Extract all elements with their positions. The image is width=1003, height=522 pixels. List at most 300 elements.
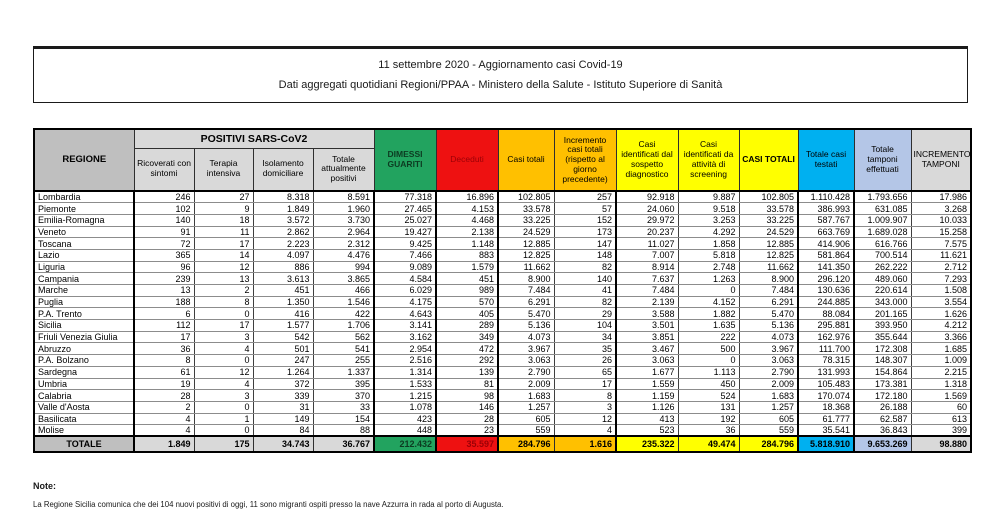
value-cell: 4.584: [374, 273, 436, 285]
value-cell: 1.689.028: [854, 226, 911, 238]
report-header-box: [33, 46, 968, 103]
col-header-casi-totali-caps: CASI TOTALI: [739, 129, 798, 191]
value-cell: 1.318: [911, 378, 971, 390]
value-cell: 255: [313, 355, 374, 367]
value-cell: 2.009: [498, 378, 554, 390]
value-cell: 3.141: [374, 320, 436, 332]
value-cell: 1.793.656: [854, 191, 911, 203]
col-header-totale-tamponi: Totale tamponi effettuati: [854, 129, 911, 191]
region-cell: Piemonte: [34, 203, 134, 215]
value-cell: 17: [194, 320, 253, 332]
table-row: [34, 366, 971, 378]
total-value-cell: 9.653.269: [854, 436, 911, 452]
value-cell: 1.508: [911, 285, 971, 297]
value-cell: 130.636: [798, 285, 854, 297]
value-cell: 2: [194, 285, 253, 297]
region-cell: Umbria: [34, 378, 134, 390]
value-cell: 28: [436, 413, 498, 425]
col-group-positivi-sars-cov2: POSITIVI SARS-CoV2: [134, 129, 374, 148]
value-cell: 1.569: [911, 390, 971, 402]
value-cell: 4.468: [436, 214, 498, 226]
value-cell: 370: [313, 390, 374, 402]
table-row: [34, 296, 971, 308]
total-value-cell: 36.767: [313, 436, 374, 452]
value-cell: 57: [554, 203, 616, 215]
value-cell: 1.685: [911, 343, 971, 355]
table-row: [34, 413, 971, 425]
col-header-casi-totali: Casi totali: [498, 129, 554, 191]
value-cell: 989: [436, 285, 498, 297]
value-cell: 4.292: [678, 226, 739, 238]
value-cell: 162.976: [798, 331, 854, 343]
value-cell: 3: [194, 390, 253, 402]
value-cell: 3: [554, 401, 616, 413]
value-cell: 12: [194, 366, 253, 378]
value-cell: 3.162: [374, 331, 436, 343]
value-cell: 35: [554, 343, 616, 355]
value-cell: 36: [134, 343, 194, 355]
value-cell: 1.110.428: [798, 191, 854, 203]
value-cell: 3.613: [253, 273, 313, 285]
region-cell: Friuli Venezia Giulia: [34, 331, 134, 343]
value-cell: 4.153: [436, 203, 498, 215]
value-cell: 154.864: [854, 366, 911, 378]
value-cell: 4: [194, 343, 253, 355]
value-cell: 4.073: [739, 331, 798, 343]
value-cell: 0: [194, 355, 253, 367]
value-cell: 6.029: [374, 285, 436, 297]
value-cell: 9: [194, 203, 253, 215]
value-cell: 451: [253, 285, 313, 297]
value-cell: 2.223: [253, 238, 313, 250]
value-cell: 131: [678, 401, 739, 413]
value-cell: 19: [134, 378, 194, 390]
value-cell: 104: [554, 320, 616, 332]
value-cell: 2.215: [911, 366, 971, 378]
value-cell: 1.960: [313, 203, 374, 215]
total-value-cell: 1.616: [554, 436, 616, 452]
table-header: [34, 129, 971, 191]
value-cell: 131.993: [798, 366, 854, 378]
value-cell: 27.465: [374, 203, 436, 215]
value-cell: 8.591: [313, 191, 374, 203]
value-cell: 2.139: [616, 296, 678, 308]
table-row: [34, 425, 971, 437]
value-cell: 4.476: [313, 249, 374, 261]
value-cell: 523: [616, 425, 678, 437]
value-cell: 98: [436, 390, 498, 402]
col-header-ricoverati-con-sintomi: Ricoverati con sintomi: [134, 148, 194, 191]
value-cell: 399: [911, 425, 971, 437]
value-cell: 1.882: [678, 308, 739, 320]
value-cell: 349: [436, 331, 498, 343]
col-header-isolamento-domiciliare: Isolamento domiciliare: [253, 148, 313, 191]
value-cell: 1.215: [374, 390, 436, 402]
value-cell: 559: [498, 425, 554, 437]
value-cell: 173.381: [854, 378, 911, 390]
value-cell: 3: [194, 331, 253, 343]
note-body: La Regione Sicilia comunica che dei 104 nuovi positivi di oggi, 11 sono migranti ospiti presso la nave Azzurra in rada al porto di Augusta.: [33, 500, 504, 509]
value-cell: 2.009: [739, 378, 798, 390]
total-value-cell: 212.432: [374, 436, 436, 452]
region-cell: Lombardia: [34, 191, 134, 203]
value-cell: 448: [374, 425, 436, 437]
value-cell: 395: [313, 378, 374, 390]
region-cell: Lazio: [34, 249, 134, 261]
value-cell: 17: [194, 238, 253, 250]
value-cell: 1.350: [253, 296, 313, 308]
value-cell: 24.060: [616, 203, 678, 215]
value-cell: 173: [554, 226, 616, 238]
value-cell: 5.470: [739, 308, 798, 320]
value-cell: 17: [554, 378, 616, 390]
value-cell: 4.175: [374, 296, 436, 308]
value-cell: 102.805: [498, 191, 554, 203]
value-cell: 12.885: [739, 238, 798, 250]
value-cell: 4.073: [498, 331, 554, 343]
value-cell: 605: [739, 413, 798, 425]
value-cell: 1.148: [436, 238, 498, 250]
value-cell: 4.152: [678, 296, 739, 308]
value-cell: 0: [194, 401, 253, 413]
value-cell: 372: [253, 378, 313, 390]
value-cell: 616.766: [854, 238, 911, 250]
value-cell: 172.180: [854, 390, 911, 402]
value-cell: 8.900: [739, 273, 798, 285]
value-cell: 188: [134, 296, 194, 308]
value-cell: 4: [194, 378, 253, 390]
report-title: 11 settembre 2020 - Aggiornamento casi Covid-19: [378, 58, 623, 71]
value-cell: 2.862: [253, 226, 313, 238]
value-cell: 148: [554, 249, 616, 261]
value-cell: 289: [436, 320, 498, 332]
value-cell: 422: [313, 308, 374, 320]
value-cell: 1.849: [253, 203, 313, 215]
value-cell: 663.769: [798, 226, 854, 238]
col-header-incremento-tamponi: INCREMENTO TAMPONI: [911, 129, 971, 191]
value-cell: 17: [134, 331, 194, 343]
value-cell: 605: [498, 413, 554, 425]
value-cell: 7.007: [616, 249, 678, 261]
value-cell: 11.662: [498, 261, 554, 273]
region-cell: P.A. Trento: [34, 308, 134, 320]
value-cell: 472: [436, 343, 498, 355]
value-cell: 2: [134, 401, 194, 413]
region-cell: Basilicata: [34, 413, 134, 425]
note-heading: Note:: [33, 481, 56, 491]
value-cell: 2.790: [498, 366, 554, 378]
value-cell: 7.466: [374, 249, 436, 261]
value-cell: 631.085: [854, 203, 911, 215]
value-cell: 4.097: [253, 249, 313, 261]
value-cell: 11.621: [911, 249, 971, 261]
value-cell: 18: [194, 214, 253, 226]
value-cell: 78.315: [798, 355, 854, 367]
col-header-incremento-casi-totali: Incremento casi totali (rispetto al giorno precedente): [554, 129, 616, 191]
value-cell: 423: [374, 413, 436, 425]
value-cell: 12: [194, 261, 253, 273]
value-cell: 386.993: [798, 203, 854, 215]
value-cell: 112: [134, 320, 194, 332]
region-cell: Campania: [34, 273, 134, 285]
value-cell: 450: [678, 378, 739, 390]
value-cell: 6.291: [739, 296, 798, 308]
value-cell: 3.501: [616, 320, 678, 332]
value-cell: 1.858: [678, 238, 739, 250]
value-cell: 1.677: [616, 366, 678, 378]
value-cell: 416: [253, 308, 313, 320]
table-body: [34, 191, 971, 436]
value-cell: 92.918: [616, 191, 678, 203]
value-cell: 7.484: [616, 285, 678, 297]
value-cell: 3.967: [739, 343, 798, 355]
table-row: [34, 331, 971, 343]
value-cell: 7.484: [498, 285, 554, 297]
value-cell: 146: [436, 401, 498, 413]
value-cell: 1.113: [678, 366, 739, 378]
region-cell: Abruzzo: [34, 343, 134, 355]
value-cell: 34: [554, 331, 616, 343]
value-cell: 17.986: [911, 191, 971, 203]
table-row: [34, 390, 971, 402]
value-cell: 26.188: [854, 401, 911, 413]
report-subtitle: Dati aggregati quotidiani Regioni/PPAA - Ministero della Salute - Istituto Superiore di Sanità: [278, 78, 723, 91]
value-cell: 4: [134, 425, 194, 437]
total-value-cell: 175: [194, 436, 253, 452]
value-cell: 3.063: [739, 355, 798, 367]
value-cell: 7.575: [911, 238, 971, 250]
value-cell: 88: [313, 425, 374, 437]
total-value-cell: 49.474: [678, 436, 739, 452]
value-cell: 4: [554, 425, 616, 437]
value-cell: 154: [313, 413, 374, 425]
value-cell: 5.818: [678, 249, 739, 261]
value-cell: 8: [134, 355, 194, 367]
value-cell: 15.258: [911, 226, 971, 238]
value-cell: 13: [134, 285, 194, 297]
region-cell: Marche: [34, 285, 134, 297]
value-cell: 4.212: [911, 320, 971, 332]
value-cell: 24.529: [498, 226, 554, 238]
value-cell: 18.368: [798, 401, 854, 413]
value-cell: 10.033: [911, 214, 971, 226]
value-cell: 28: [134, 390, 194, 402]
value-cell: 1.263: [678, 273, 739, 285]
value-cell: 1.683: [498, 390, 554, 402]
value-cell: 61.777: [798, 413, 854, 425]
value-cell: 3.572: [253, 214, 313, 226]
value-cell: 12.825: [739, 249, 798, 261]
total-label-cell: TOTALE: [34, 436, 134, 452]
col-header-deceduti: Deceduti: [436, 129, 498, 191]
value-cell: 33.225: [739, 214, 798, 226]
value-cell: 3.366: [911, 331, 971, 343]
value-cell: 65: [554, 366, 616, 378]
value-cell: 405: [436, 308, 498, 320]
value-cell: 413: [616, 413, 678, 425]
value-cell: 13: [194, 273, 253, 285]
value-cell: 111.700: [798, 343, 854, 355]
value-cell: 23: [436, 425, 498, 437]
region-cell: Valle d'Aosta: [34, 401, 134, 413]
value-cell: 0: [194, 308, 253, 320]
value-cell: 11.027: [616, 238, 678, 250]
value-cell: 1.264: [253, 366, 313, 378]
value-cell: 1.257: [498, 401, 554, 413]
value-cell: 587.767: [798, 214, 854, 226]
total-value-cell: 5.818.910: [798, 436, 854, 452]
value-cell: 3.554: [911, 296, 971, 308]
value-cell: 994: [313, 261, 374, 273]
value-cell: 192: [678, 413, 739, 425]
value-cell: 466: [313, 285, 374, 297]
value-cell: 102: [134, 203, 194, 215]
value-cell: 1.009: [911, 355, 971, 367]
value-cell: 201.165: [854, 308, 911, 320]
value-cell: 4: [134, 413, 194, 425]
value-cell: 489.060: [854, 273, 911, 285]
value-cell: 88.084: [798, 308, 854, 320]
total-value-cell: 35.597: [436, 436, 498, 452]
value-cell: 0: [678, 355, 739, 367]
value-cell: 61: [134, 366, 194, 378]
value-cell: 581.864: [798, 249, 854, 261]
value-cell: 33.225: [498, 214, 554, 226]
value-cell: 1.533: [374, 378, 436, 390]
value-cell: 295.881: [798, 320, 854, 332]
value-cell: 257: [554, 191, 616, 203]
value-cell: 355.644: [854, 331, 911, 343]
table-row: [34, 249, 971, 261]
region-cell: P.A. Bolzano: [34, 355, 134, 367]
value-cell: 1.683: [739, 390, 798, 402]
value-cell: 33.578: [498, 203, 554, 215]
value-cell: 1.257: [739, 401, 798, 413]
region-cell: Calabria: [34, 390, 134, 402]
region-cell: Emilia-Romagna: [34, 214, 134, 226]
value-cell: 140: [554, 273, 616, 285]
value-cell: 5.136: [498, 320, 554, 332]
value-cell: 296.120: [798, 273, 854, 285]
total-value-cell: 1.849: [134, 436, 194, 452]
value-cell: 292: [436, 355, 498, 367]
value-cell: 140: [134, 214, 194, 226]
value-cell: 3.851: [616, 331, 678, 343]
value-cell: 96: [134, 261, 194, 273]
value-cell: 239: [134, 273, 194, 285]
value-cell: 247: [253, 355, 313, 367]
value-cell: 141.350: [798, 261, 854, 273]
value-cell: 2.964: [313, 226, 374, 238]
value-cell: 36: [678, 425, 739, 437]
value-cell: 2.138: [436, 226, 498, 238]
value-cell: 24.529: [739, 226, 798, 238]
table-row: [34, 378, 971, 390]
value-cell: 2.790: [739, 366, 798, 378]
col-header-totale-attualmente-positivi: Totale attualmente positivi: [313, 148, 374, 191]
value-cell: 500: [678, 343, 739, 355]
value-cell: 1.337: [313, 366, 374, 378]
value-cell: 8.914: [616, 261, 678, 273]
table-row: [34, 401, 971, 413]
region-cell: Sardegna: [34, 366, 134, 378]
value-cell: 36.843: [854, 425, 911, 437]
value-cell: 343.000: [854, 296, 911, 308]
value-cell: 451: [436, 273, 498, 285]
value-cell: 29: [554, 308, 616, 320]
value-cell: 12.825: [498, 249, 554, 261]
value-cell: 3.253: [678, 214, 739, 226]
value-cell: 886: [253, 261, 313, 273]
value-cell: 20.237: [616, 226, 678, 238]
value-cell: 3.730: [313, 214, 374, 226]
note-section: [33, 481, 968, 509]
table-row: [34, 308, 971, 320]
value-cell: 16.896: [436, 191, 498, 203]
value-cell: 559: [739, 425, 798, 437]
region-cell: Liguria: [34, 261, 134, 273]
value-cell: 220.614: [854, 285, 911, 297]
table-row: [34, 273, 971, 285]
region-cell: Veneto: [34, 226, 134, 238]
value-cell: 12: [554, 413, 616, 425]
value-cell: 613: [911, 413, 971, 425]
value-cell: 1.559: [616, 378, 678, 390]
table-row: [34, 238, 971, 250]
col-header-totale-casi-testati: Totale casi testati: [798, 129, 854, 191]
value-cell: 9.887: [678, 191, 739, 203]
col-header-regione: REGIONE: [34, 129, 134, 191]
value-cell: 5.136: [739, 320, 798, 332]
value-cell: 1.626: [911, 308, 971, 320]
value-cell: 2.748: [678, 261, 739, 273]
value-cell: 542: [253, 331, 313, 343]
value-cell: 222: [678, 331, 739, 343]
value-cell: 170.074: [798, 390, 854, 402]
table-row: [34, 343, 971, 355]
region-cell: Toscana: [34, 238, 134, 250]
value-cell: 11: [194, 226, 253, 238]
value-cell: 1.577: [253, 320, 313, 332]
value-cell: 8.900: [498, 273, 554, 285]
table-row: [34, 261, 971, 273]
value-cell: 60: [911, 401, 971, 413]
value-cell: 25.027: [374, 214, 436, 226]
table-row: [34, 214, 971, 226]
value-cell: 19.427: [374, 226, 436, 238]
table-row: [34, 226, 971, 238]
value-cell: 393.950: [854, 320, 911, 332]
col-header-terapia-intensiva: Terapia intensiva: [194, 148, 253, 191]
value-cell: 81: [436, 378, 498, 390]
value-cell: 570: [436, 296, 498, 308]
value-cell: 148.307: [854, 355, 911, 367]
table-row: [34, 191, 971, 203]
value-cell: 29.972: [616, 214, 678, 226]
value-cell: 339: [253, 390, 313, 402]
value-cell: 4.643: [374, 308, 436, 320]
value-cell: 27: [194, 191, 253, 203]
value-cell: 3.063: [498, 355, 554, 367]
col-header-casi-sospetto-diagnostico: Casi identificati dal sospetto diagnostico: [616, 129, 678, 191]
value-cell: 14: [194, 249, 253, 261]
total-value-cell: 34.743: [253, 436, 313, 452]
value-cell: 31: [253, 401, 313, 413]
value-cell: 3.063: [616, 355, 678, 367]
table-footer: [34, 436, 971, 452]
value-cell: 11.662: [739, 261, 798, 273]
value-cell: 3.588: [616, 308, 678, 320]
